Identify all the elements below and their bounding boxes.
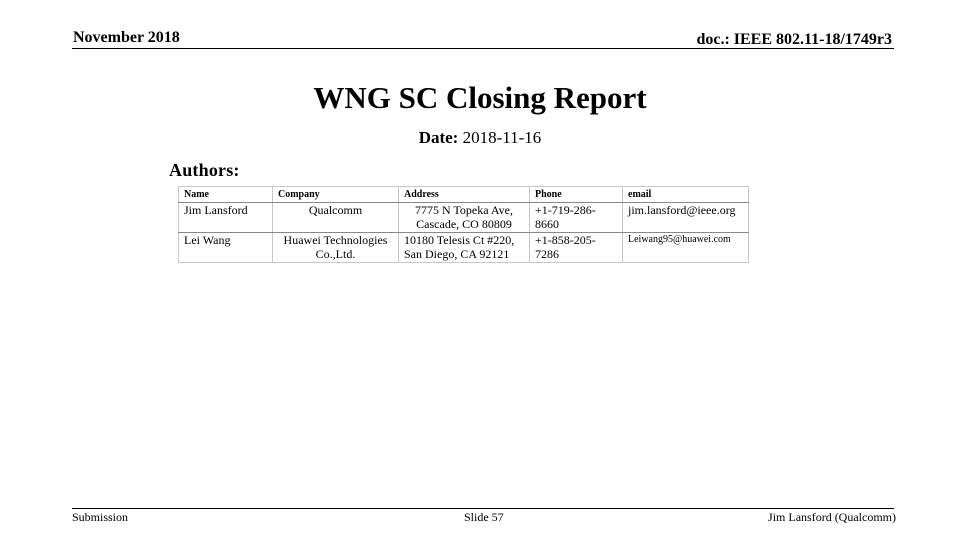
author-address xyxy=(399,233,530,263)
phone-line: 8660 xyxy=(535,217,559,231)
author-company: Qualcomm xyxy=(273,203,399,233)
author-email: Leiwang95@huawei.com xyxy=(623,233,749,263)
table-row xyxy=(179,233,749,263)
header-date: November 2018 xyxy=(73,29,180,46)
phone-line: +1-719-286- xyxy=(535,203,596,217)
slide-title: WNG SC Closing Report xyxy=(313,80,647,115)
author-name: Jim Lansford xyxy=(179,203,273,233)
footer-divider xyxy=(72,508,894,509)
date-value: 2018-11-16 xyxy=(462,128,542,147)
authors-table xyxy=(178,186,749,263)
footer-submission: Submission xyxy=(72,510,129,524)
phone-line: 7286 xyxy=(535,247,559,261)
address-line: Cascade, CO 80809 xyxy=(416,217,512,231)
authors-label: Authors: xyxy=(169,160,240,180)
column-header-email: email xyxy=(623,187,749,203)
company-line: Co.,Ltd. xyxy=(315,247,356,261)
header-divider xyxy=(72,48,894,49)
column-header-name: Name xyxy=(179,187,273,203)
header-doc-number: doc.: IEEE 802.11-18/1749r3 xyxy=(696,31,892,48)
author-phone xyxy=(530,233,623,263)
footer-slide-number: Slide 57 xyxy=(464,510,504,524)
table-row xyxy=(179,203,749,233)
column-header-address: Address xyxy=(399,187,530,203)
author-email: jim.lansford@ieee.org xyxy=(623,203,749,233)
author-company xyxy=(273,233,399,263)
author-name: Lei Wang xyxy=(179,233,273,263)
column-header-company: Company xyxy=(273,187,399,203)
column-header-phone: Phone xyxy=(530,187,623,203)
company-line: Huawei Technologies xyxy=(283,233,388,247)
date-label: Date: xyxy=(418,128,459,147)
phone-line: +1-858-205- xyxy=(535,233,596,247)
table-header-row xyxy=(179,187,749,203)
address-line: 7775 N Topeka Ave, xyxy=(414,203,514,217)
author-address xyxy=(399,203,530,233)
address-line: 10180 Telesis Ct #220, xyxy=(404,233,515,247)
author-phone xyxy=(530,203,623,233)
address-line: San Diego, CA 92121 xyxy=(404,247,510,261)
date-line xyxy=(0,128,960,148)
footer-author: Jim Lansford (Qualcomm) xyxy=(768,510,896,524)
